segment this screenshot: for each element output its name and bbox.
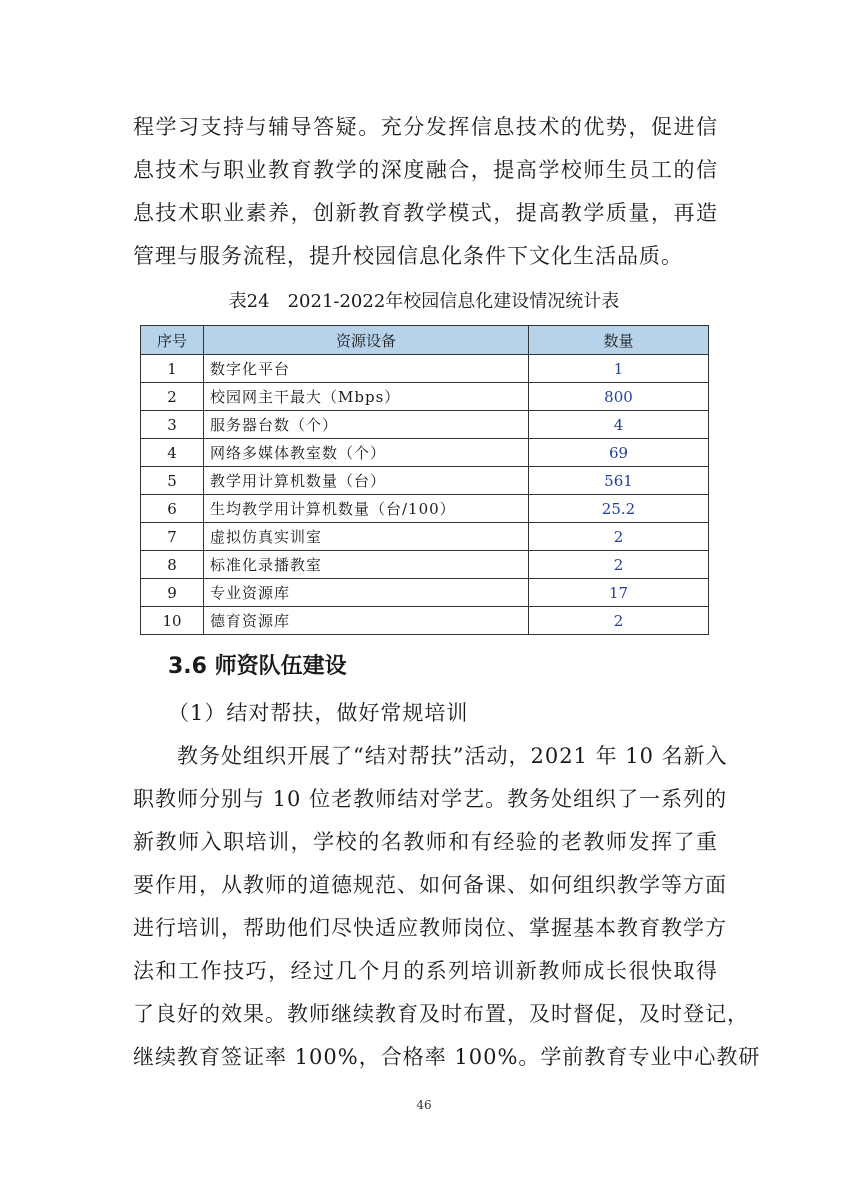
row-number: 9 [141,579,204,607]
row-quantity: 2 [529,523,709,551]
paragraph-line: 教务处组织开展了“结对帮扶”活动，2021 年 10 名新入 [133,744,728,768]
paragraph-line: 新教师入职培训，学校的名教师和有经验的老教师发挥了重 [133,830,718,854]
row-number: 10 [141,607,204,635]
row-quantity: 1 [529,355,709,383]
row-resource: 数字化平台 [204,355,529,383]
table-row [141,523,709,551]
intro-paragraph [133,106,718,278]
table-row [141,467,709,495]
row-resource: 虚拟仿真实训室 [204,523,529,551]
header-no: 序号 [141,326,204,355]
paragraph-line: 息技术与职业教育教学的深度融合，提高学校师生员工的信 [133,158,718,182]
header-resource: 资源设备 [204,326,529,355]
row-number: 7 [141,523,204,551]
row-quantity: 2 [529,551,709,579]
paragraph-line: 程学习支持与辅导答疑。充分发挥信息技术的优势，促进信 [133,115,718,139]
row-resource: 生均教学用计算机数量（台/100） [204,495,529,523]
row-number: 2 [141,383,204,411]
table-row [141,551,709,579]
row-quantity: 4 [529,411,709,439]
paragraph-line: 了良好的效果。教师继续教育及时布置，及时督促，及时登记， [133,1002,749,1026]
row-quantity: 2 [529,607,709,635]
row-resource: 标准化录播教室 [204,551,529,579]
table-row [141,355,709,383]
table-row [141,439,709,467]
row-resource: 教学用计算机数量（台） [204,467,529,495]
row-quantity: 25.2 [529,495,709,523]
row-quantity: 561 [529,467,709,495]
table-header-row [141,326,709,355]
body-paragraph [133,735,761,1079]
row-number: 8 [141,551,204,579]
row-resource: 专业资源库 [204,579,529,607]
statistics-table [140,325,709,635]
paragraph-line: 职教师分别与 10 位老教师结对学艺。教务处组织了一系列的 [133,787,728,811]
row-resource: 服务器台数（个） [204,411,529,439]
page-number: 46 [416,1098,432,1112]
paragraph-line: 要作用，从教师的道德规范、如何备课、如何组织教学等方面 [133,873,727,897]
sub-heading: （1）结对帮扶，做好常规培训 [168,701,469,725]
paragraph-line: 管理与服务流程，提升校园信息化条件下文化生活品质。 [133,244,683,268]
paragraph-line: 进行培训，帮助他们尽快适应教师岗位、掌握基本教育教学方 [133,916,727,940]
table-caption: 表24 2021-2022年校园信息化建设情况统计表 [228,291,620,312]
row-quantity: 17 [529,579,709,607]
row-number: 5 [141,467,204,495]
row-number: 1 [141,355,204,383]
row-number: 6 [141,495,204,523]
row-number: 3 [141,411,204,439]
row-quantity: 69 [529,439,709,467]
table-row [141,495,709,523]
table-row [141,411,709,439]
header-quantity: 数量 [529,326,709,355]
section-heading: 3.6 师资队伍建设 [168,654,347,679]
table-row [141,579,709,607]
row-number: 4 [141,439,204,467]
row-resource: 德育资源库 [204,607,529,635]
row-quantity: 800 [529,383,709,411]
row-resource: 校园网主干最大（Mbps） [204,383,529,411]
table-row [141,607,709,635]
row-resource: 网络多媒体教室数（个） [204,439,529,467]
paragraph-line: 继续教育签证率 100%，合格率 100%。学前教育专业中心教研 [133,1045,761,1069]
paragraph-line: 法和工作技巧，经过几个月的系列培训新教师成长很快取得 [133,959,718,983]
paragraph-line: 息技术职业素养，创新教育教学模式，提高教学质量，再造 [133,201,718,225]
table-row [141,383,709,411]
